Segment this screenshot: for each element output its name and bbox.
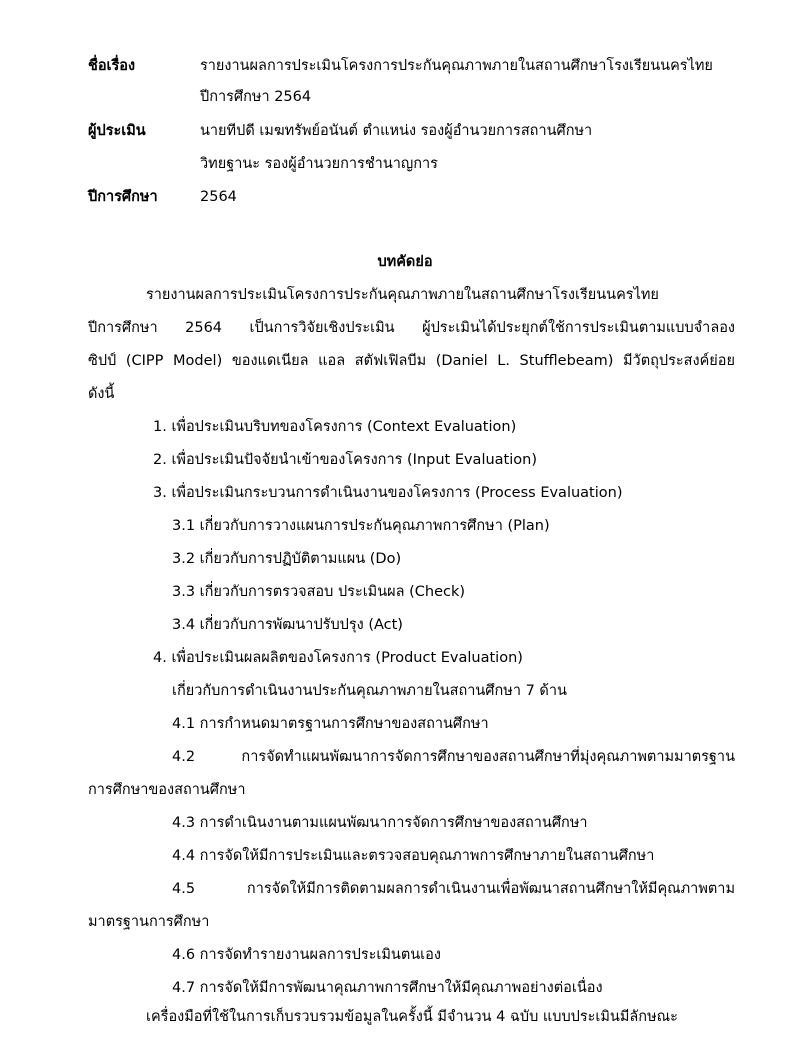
title-line-1: รายงานผลการประเมินโครงการประกันคุณภาพภายในสถานศึกษาโรงเรียนนครไทย (200, 58, 713, 74)
objective-4-6: 4.6 การจัดทำรายงานผลการประเมินตนเอง (172, 947, 441, 963)
objective-3: 3. เพื่อประเมินกระบวนการดำเนินงานของโครงการ (Process Evaluation) (153, 485, 623, 501)
objective-3-3: 3.3 เกี่ยวกับการตรวจสอบ ประเมินผล (Check) (172, 584, 466, 600)
objective-4-2-line-2: การศึกษาของสถานศึกษา (88, 782, 246, 798)
evaluator-label: ผู้ประเมิน (88, 123, 146, 139)
abstract-para-line-4: ดังนี้ (88, 386, 115, 402)
objective-3-1: 3.1 เกี่ยวกับการวางแผนการประกันคุณภาพการศึกษา (Plan) (172, 518, 550, 534)
title-label: ชื่อเรื่อง (88, 58, 136, 74)
objective-3-2: 3.2 เกี่ยวกับการปฏิบัติตามแผน (Do) (172, 551, 402, 567)
objective-4-5-line-2: มาตรฐานการศึกษา (88, 914, 210, 930)
objective-4-intro: เกี่ยวกับการดำเนินงานประกันคุณภาพภายในสถานศึกษา 7 ด้าน (172, 683, 567, 699)
year-label: ปีการศึกษา (88, 189, 158, 205)
objective-4-4: 4.4 การจัดให้มีการประเมินและตรวจสอบคุณภาพการศึกษาภายในสถานศึกษา (172, 848, 655, 864)
title-line-2: ปีการศึกษา 2564 (200, 89, 312, 105)
objective-4-1: 4.1 การกำหนดมาตรฐานการศึกษาของสถานศึกษา (172, 716, 489, 732)
objective-4-2-line-1: 4.2 การจัดทำแผนพัฒนาการจัดการศึกษาของสถานศึกษาที่มุ่งคุณภาพตามมาตรฐาน (172, 749, 735, 765)
objective-4: 4. เพื่อประเมินผลผลิตของโครงการ (Product Evaluation) (153, 650, 523, 666)
evaluator-line-1: นายทีปดี เมฆทรัพย์อนันต์ ตำแหน่ง รองผู้อำนวยการสถานศึกษา (200, 123, 593, 139)
objective-4-7: 4.7 การจัดให้มีการพัฒนาคุณภาพการศึกษาให้มีคุณภาพอย่างต่อเนื่อง (172, 980, 603, 996)
evaluator-line-2: วิทยฐานะ รองผู้อำนวยการชำนาญการ (200, 156, 438, 172)
objective-4-5-line-1: 4.5 การจัดให้มีการติดตามผลการดำเนินงานเพื่อพัฒนาสถานศึกษาให้มีคุณภาพตาม (172, 881, 735, 897)
objective-2: 2. เพื่อประเมินปัจจัยนำเข้าของโครงการ (Input Evaluation) (153, 452, 537, 468)
abstract-para-line-2: ปีการศึกษา 2564 เป็นการวิจัยเชิงประเมิน ผู้ประเมินได้ประยุกต์ใช้การประเมินตามแบบจำลอง (88, 320, 735, 336)
tools-line: เครื่องมือที่ใช้ในการเก็บรวบรวมข้อมูลในครั้งนี้ มีจำนวน 4 ฉบับ แบบประเมินมีลักษณะ (146, 1009, 678, 1025)
year-value: 2564 (200, 189, 237, 205)
objective-1: 1. เพื่อประเมินบริบทของโครงการ (Context Evaluation) (153, 419, 517, 435)
abstract-para-line-3: ซิปป์ (CIPP Model) ของแดเนียล แอล สตัฟเฟิลบีม (Daniel L. Stufflebeam) มีวัตถุประสงค์ย่อย (88, 353, 735, 369)
abstract-para-line-1: รายงานผลการประเมินโครงการประกันคุณภาพภายในสถานศึกษาโรงเรียนนครไทย (146, 287, 659, 303)
objective-4-3: 4.3 การดำเนินงานตามแผนพัฒนาการจัดการศึกษาของสถานศึกษา (172, 815, 588, 831)
abstract-heading: บทคัดย่อ (377, 254, 433, 270)
objective-3-4: 3.4 เกี่ยวกับการพัฒนาปรับปรุง (Act) (172, 617, 403, 633)
